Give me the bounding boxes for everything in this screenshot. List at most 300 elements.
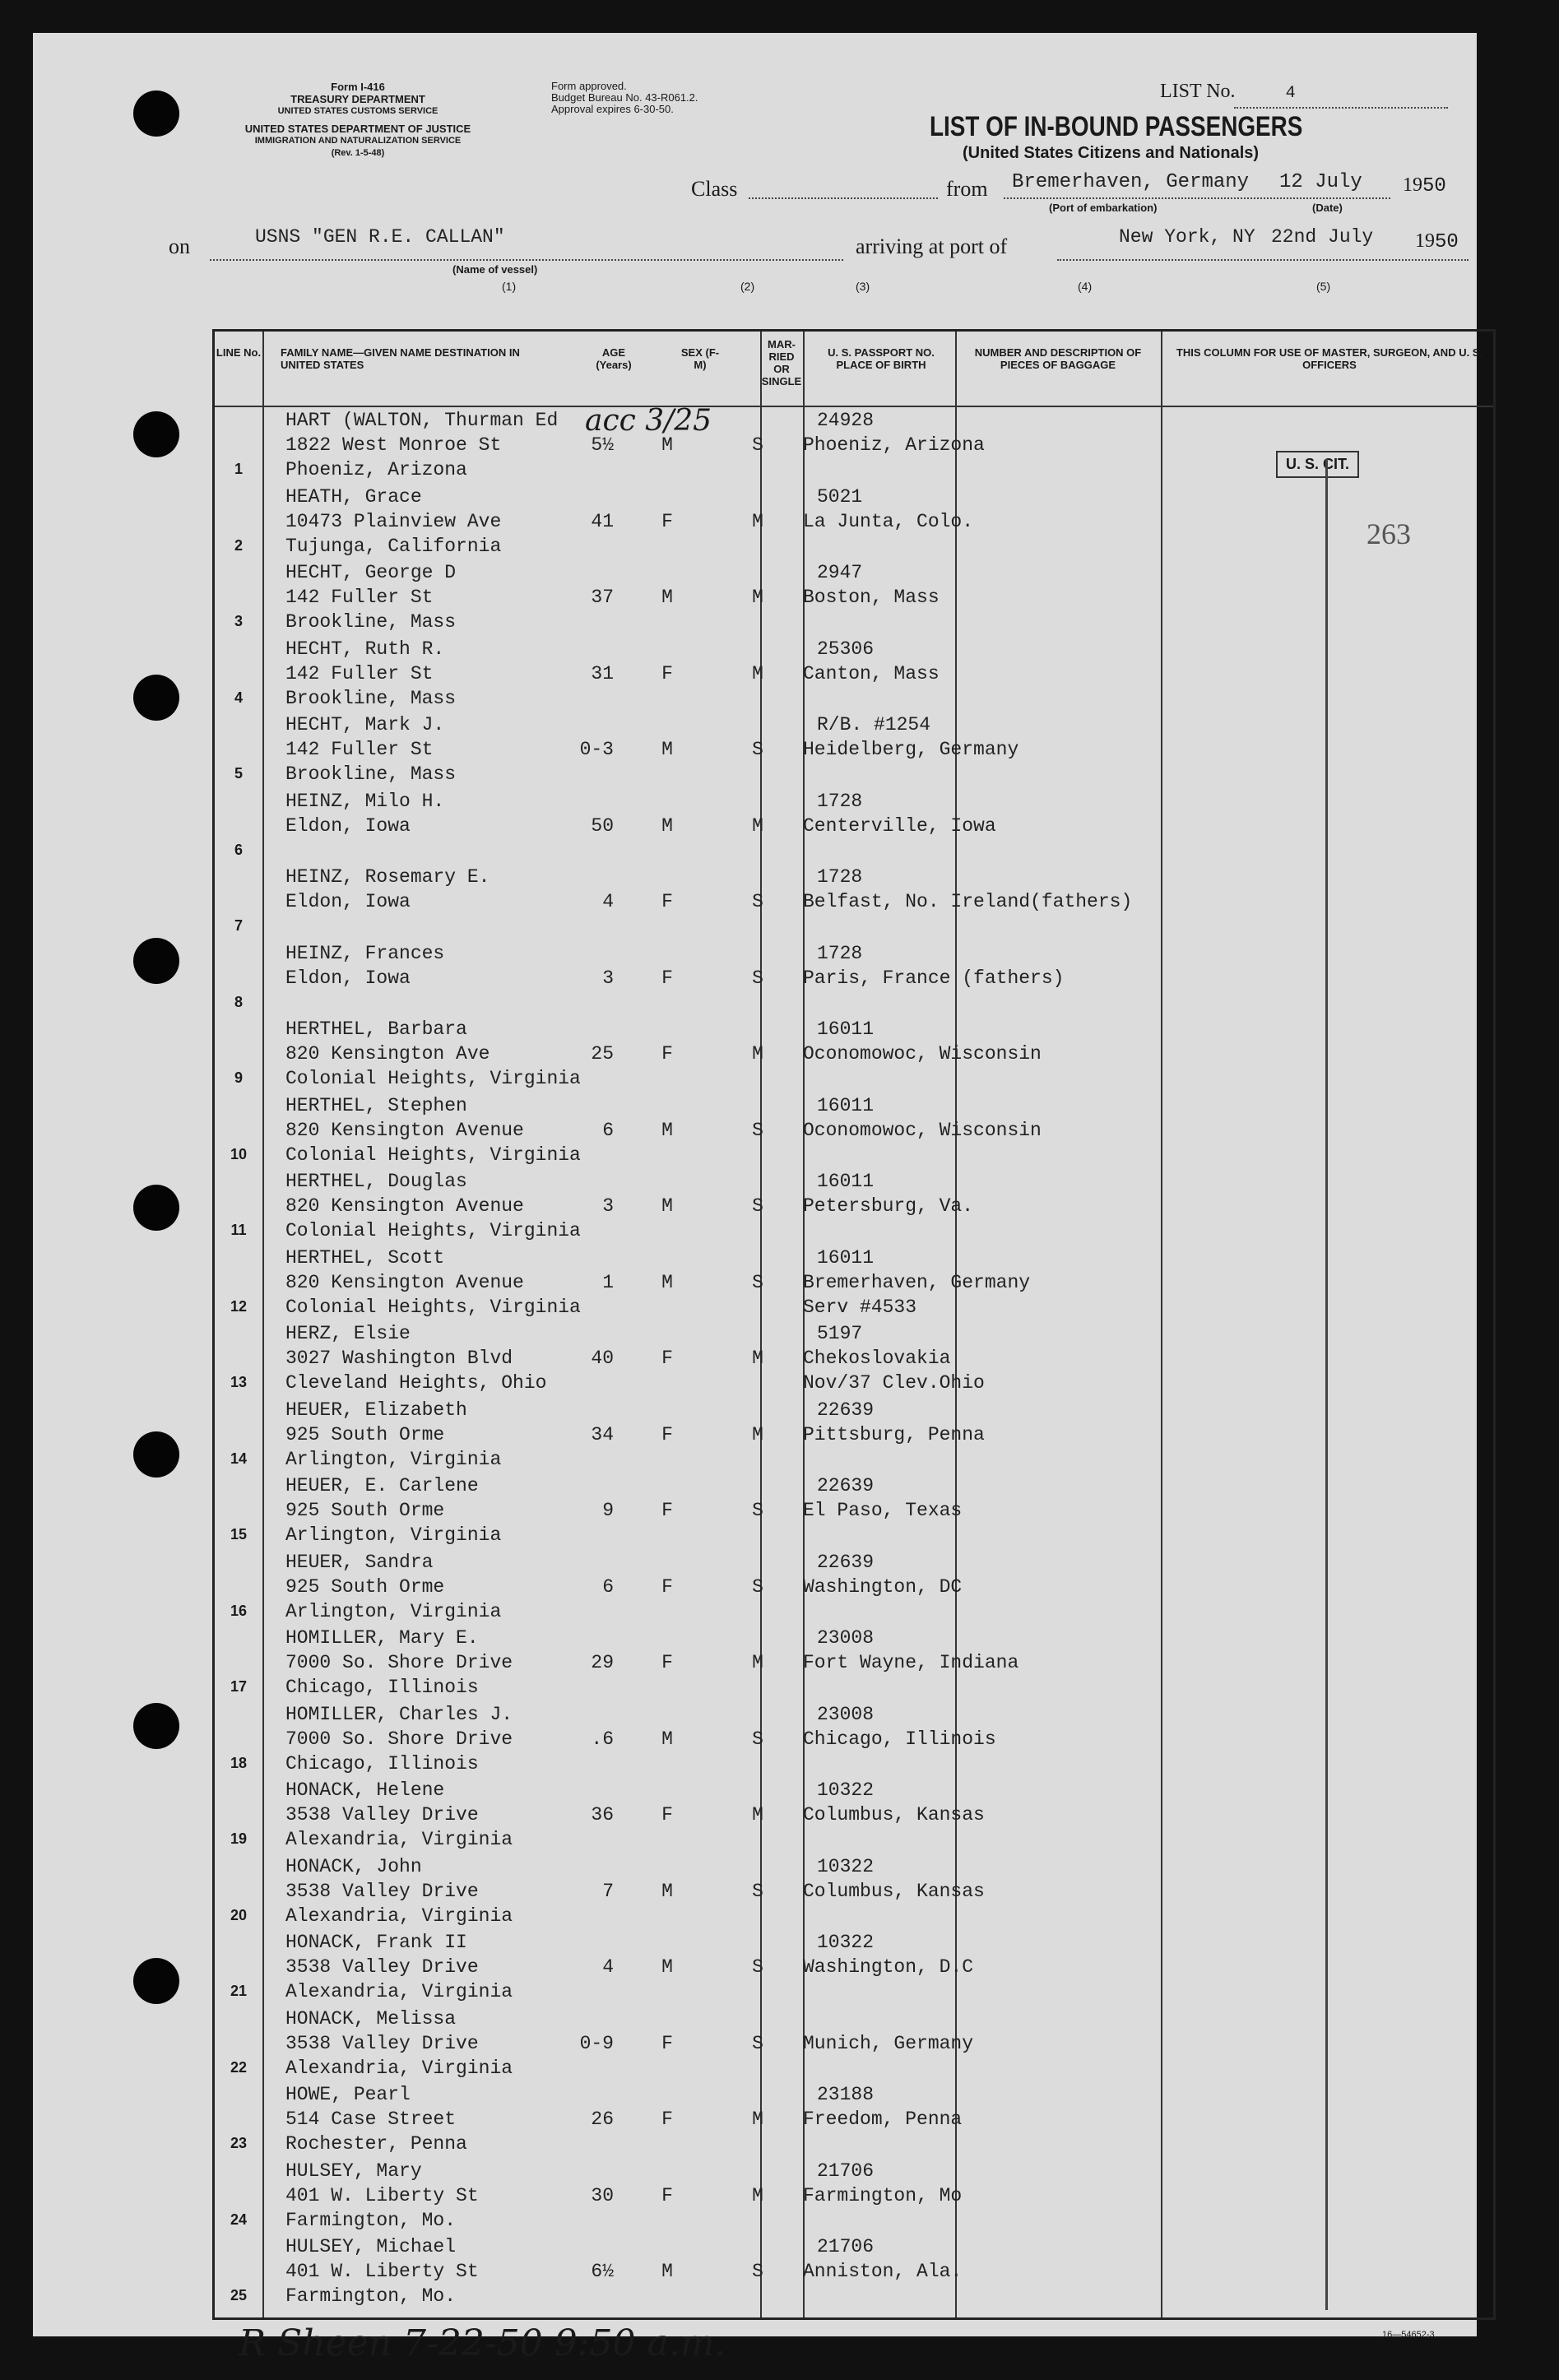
table-row — [215, 866, 1493, 942]
list-number-label — [1160, 81, 1296, 103]
age-value: 36 — [591, 1804, 614, 1826]
header-line-no: LINE No. — [216, 346, 262, 359]
marital-status: M — [752, 1348, 763, 1369]
table-row — [215, 1475, 1493, 1551]
place-of-birth-note: Nov/37 Clev.Ohio — [803, 1372, 985, 1394]
marital-status: M — [752, 1652, 763, 1673]
address-line-2: Rochester, Penna — [285, 2133, 467, 2155]
age-value: 3 — [602, 967, 614, 989]
line-number: 21 — [230, 1983, 248, 1999]
passport-number: 24928 — [817, 410, 875, 431]
sex-value: F — [661, 1348, 673, 1369]
justice-dept: UNITED STATES DEPARTMENT OF JUSTICE — [244, 123, 471, 135]
customs-service: UNITED STATES CUSTOMS SERVICE — [277, 106, 438, 116]
passport-number: 23008 — [817, 1703, 875, 1725]
header-married: MAR-RIED OR SINGLE — [761, 338, 802, 387]
list-number: 4 — [1285, 84, 1296, 103]
address-line-1: 142 Fuller St — [285, 587, 434, 608]
place-of-birth: Petersburg, Va. — [803, 1195, 974, 1217]
header-rule — [215, 406, 1493, 407]
line-number: 6 — [234, 841, 243, 858]
address-line-1: 7000 So. Shore Drive — [285, 1652, 513, 1673]
age-value: 1 — [602, 1271, 614, 1293]
age-value: 25 — [591, 1043, 614, 1065]
arriving-label: arriving at port of — [856, 234, 1008, 258]
address-line-2: Colonial Heights, Virginia — [285, 1296, 581, 1318]
passenger-name: HECHT, Mark J. — [285, 714, 445, 735]
from-line — [1004, 197, 1390, 199]
address-line-2: Alexandria, Virginia — [285, 1829, 513, 1850]
embarkation-date: 12 July — [1279, 171, 1362, 193]
form-number: Form I-416 — [331, 81, 385, 93]
marital-status: M — [752, 662, 763, 684]
place-of-birth: Boston, Mass — [803, 587, 940, 608]
line-number: 16 — [230, 1602, 248, 1619]
line-number: 14 — [230, 1450, 248, 1467]
marital-status: S — [752, 1195, 763, 1217]
address-line-1: 3027 Washington Blvd — [285, 1348, 513, 1369]
address-line-2: Brookline, Mass — [285, 611, 457, 633]
passenger-name: HERTHEL, Douglas — [285, 1171, 467, 1192]
place-of-birth: La Junta, Colo. — [803, 510, 974, 532]
punch-hole — [133, 675, 179, 721]
sex-value: M — [661, 1880, 673, 1902]
class-line — [749, 197, 938, 199]
address-line-2: Cleveland Heights, Ohio — [285, 1372, 547, 1394]
place-of-birth: Canton, Mass — [803, 662, 940, 684]
budget-text: Budget Bureau No. 43-R061.2. — [551, 91, 698, 104]
marital-status: S — [752, 1728, 763, 1750]
sex-value: M — [661, 739, 673, 760]
sex-value: F — [661, 2109, 673, 2130]
punch-hole — [133, 938, 179, 984]
address-line-2: Brookline, Mass — [285, 687, 457, 709]
date-caption: (Date) — [1312, 202, 1343, 214]
passport-number: 1728 — [817, 790, 863, 812]
address-line-2: Colonial Heights, Virginia — [285, 1220, 581, 1241]
age-value: 0-9 — [579, 2032, 614, 2054]
stamped-number: 263 — [1366, 517, 1411, 550]
place-of-birth: Columbus, Kansas — [803, 1804, 985, 1826]
marital-status: S — [752, 1956, 763, 1978]
age-value: 5½ — [591, 434, 614, 456]
passport-number: 5197 — [817, 1323, 863, 1344]
line-number: 1 — [234, 461, 243, 477]
passenger-name: HERZ, Elsie — [285, 1323, 411, 1344]
marital-status: M — [752, 587, 763, 608]
table-row — [215, 1399, 1493, 1475]
punch-hole — [133, 1431, 179, 1478]
place-of-birth: Farmington, Mo — [803, 2184, 963, 2206]
marital-status: S — [752, 2032, 763, 2054]
document-title: LIST OF IN-BOUND PASSENGERS — [930, 111, 1303, 142]
passport-number: 10322 — [817, 1855, 875, 1877]
passenger-name: HEUER, E. Carlene — [285, 1475, 479, 1496]
arrival-port: New York, NY — [1119, 226, 1255, 248]
address-line-2: Tujunga, California — [285, 535, 502, 557]
place-of-birth: Heidelberg, Germany — [803, 739, 1019, 760]
passenger-name: HERTHEL, Scott — [285, 1246, 445, 1269]
header-baggage: NUMBER AND DESCRIPTION OF PIECES OF BAGGAGE — [974, 346, 1142, 371]
line-number: 10 — [230, 1145, 248, 1162]
port-caption: (Port of embarkation) — [1049, 202, 1158, 214]
passenger-name: HOMILLER, Mary E. — [285, 1627, 479, 1649]
address-line-1: 820 Kensington Avenue — [285, 1271, 524, 1293]
embarkation-year — [1403, 174, 1446, 197]
address-line-2: Alexandria, Virginia — [285, 1904, 513, 1927]
address-line-2: Alexandria, Virginia — [285, 1981, 513, 2002]
sex-value: M — [661, 1119, 673, 1141]
passenger-name: HONACK, Melissa — [285, 2007, 457, 2030]
form-revision: (Rev. 1-5-48) — [331, 148, 385, 158]
table-row — [215, 1018, 1493, 1094]
arrival-year — [1415, 230, 1459, 253]
age-value: 7 — [602, 1880, 614, 1902]
sex-value: F — [661, 662, 673, 684]
list-label: LIST No. — [1160, 81, 1236, 102]
marital-status: S — [752, 1575, 763, 1598]
passport-number: 23008 — [817, 1627, 875, 1649]
punch-hole — [133, 1958, 179, 2004]
address-line-2: Chicago, Illinois — [285, 1677, 479, 1698]
address-line-1: 142 Fuller St — [285, 739, 434, 760]
marital-status: S — [752, 2261, 763, 2282]
place-of-birth: Oconomowoc, Wisconsin — [803, 1119, 1042, 1141]
address-line-2: Chicago, Illinois — [285, 1752, 479, 1775]
passenger-name: HEUER, Elizabeth — [285, 1399, 467, 1421]
sex-value: F — [661, 2032, 673, 2054]
sex-value: F — [661, 1804, 673, 1826]
passenger-name: HEINZ, Rosemary E. — [285, 866, 490, 888]
address-line-2: Farmington, Mo. — [285, 2209, 457, 2231]
passport-number: 1728 — [817, 866, 863, 888]
ins-service: IMMIGRATION AND NATURALIZATION SERVICE — [254, 136, 462, 146]
table-row — [215, 1171, 1493, 1246]
place-of-birth: Pittsburg, Penna — [803, 1423, 985, 1445]
passport-number: 22639 — [817, 1551, 875, 1573]
passenger-name: HECHT, George D — [285, 562, 457, 583]
passport-number: 22639 — [817, 1399, 875, 1421]
sex-value: F — [661, 1423, 673, 1445]
budget-approval — [551, 81, 698, 115]
passport-number: R/B. #1254 — [817, 714, 931, 735]
line-number: 20 — [230, 1906, 248, 1923]
sex-value: F — [661, 1575, 673, 1598]
age-value: 6 — [602, 1575, 614, 1598]
passport-number: 22639 — [817, 1475, 875, 1496]
address-line-2: Arlington, Virginia — [285, 1600, 502, 1622]
marital-status: M — [752, 1423, 763, 1445]
address-line-1: Eldon, Iowa — [285, 814, 411, 837]
line-number: 25 — [230, 2287, 248, 2303]
marital-status: S — [752, 891, 763, 912]
passenger-name: HONACK, Frank II — [285, 1932, 467, 1953]
header-passport: U. S. PASSPORT NO. PLACE OF BIRTH — [828, 346, 935, 371]
address-line-2: Alexandria, Virginia — [285, 2057, 513, 2079]
age-value: 37 — [591, 587, 614, 608]
passport-number: 16011 — [817, 1171, 875, 1192]
marital-status: M — [752, 1043, 763, 1065]
address-line-1: Eldon, Iowa — [285, 967, 411, 989]
table-row — [215, 638, 1493, 714]
place-of-birth: El Paso, Texas — [803, 1500, 963, 1521]
table-row — [215, 943, 1493, 1018]
table-row — [215, 2160, 1493, 2236]
line-number: 12 — [230, 1297, 248, 1315]
header-sex: SEX (F-M) — [680, 346, 720, 371]
expires-text: Approval expires 6-30-50. — [551, 103, 674, 115]
arrival-year-value: 50 — [1435, 231, 1459, 253]
passenger-name: HEINZ, Frances — [285, 942, 445, 964]
passenger-name: HULSEY, Mary — [285, 2160, 422, 2182]
marital-status: S — [752, 434, 763, 456]
age-value: 34 — [591, 1423, 614, 1445]
place-of-birth: Bremerhaven, Germany — [803, 1271, 1031, 1293]
age-value: 0-3 — [579, 739, 614, 760]
form-identifier — [234, 81, 481, 160]
arrival-year-prefix: 19 — [1415, 230, 1435, 252]
address-line-1: 142 Fuller St — [285, 662, 434, 684]
table-row — [215, 1095, 1493, 1171]
sex-value: F — [661, 967, 673, 989]
class-label: Class — [691, 177, 738, 201]
address-line-2: Arlington, Virginia — [285, 1524, 502, 1546]
place-of-birth: Washington, D.C — [803, 1956, 974, 1978]
table-row — [215, 1323, 1493, 1399]
address-line-2: Colonial Heights, Virginia — [285, 1068, 581, 1089]
line-number: 18 — [230, 1754, 248, 1771]
header-age: AGE (Years) — [596, 346, 632, 371]
officer-check-line — [1325, 459, 1328, 2310]
sex-value: M — [661, 1195, 673, 1217]
address-line-2: Colonial Heights, Virginia — [285, 1144, 581, 1166]
footer-code: 16—54652-3 — [1382, 2330, 1435, 2340]
list-underline — [1234, 107, 1448, 109]
age-value: 50 — [591, 814, 614, 837]
colnum-4: (4) — [1078, 280, 1093, 293]
table-row — [215, 2008, 1493, 2084]
sex-value: M — [661, 587, 673, 608]
colnum-2: (2) — [740, 280, 755, 293]
age-value: 4 — [602, 891, 614, 912]
table-row — [215, 1704, 1493, 1779]
table-row — [215, 1627, 1493, 1703]
address-line-2: Arlington, Virginia — [285, 1448, 502, 1470]
header-officers: THIS COLUMN FOR USE OF MASTER, SURGEON, AND U. S. OFFICERS — [1176, 346, 1483, 371]
marital-status: M — [752, 2184, 763, 2206]
table-row — [215, 2236, 1493, 2312]
punch-hole — [133, 411, 179, 457]
passport-number: 16011 — [817, 1018, 875, 1040]
table-row — [215, 714, 1493, 790]
from-label: from — [946, 177, 988, 201]
line-number: 2 — [234, 536, 243, 554]
passport-number: 2947 — [817, 562, 863, 583]
inspector-signature: R Sheen 7-22-50 9:50 a.m. — [239, 2322, 726, 2364]
arrival-date: 22nd July — [1271, 226, 1374, 248]
table-row — [215, 1856, 1493, 1932]
year-from: 50 — [1422, 175, 1446, 197]
address-line-1: 925 South Orme — [285, 1423, 445, 1445]
place-of-birth: Chicago, Illinois — [803, 1728, 996, 1750]
on-label: on — [169, 234, 190, 258]
passport-number: 23188 — [817, 2084, 875, 2105]
place-of-birth: Centerville, Iowa — [803, 814, 996, 837]
line-number: 15 — [230, 1526, 248, 1543]
colnum-1: (1) — [502, 280, 517, 293]
line-number: 11 — [230, 1222, 247, 1238]
sex-value: F — [661, 1652, 673, 1673]
place-of-birth-note: Serv #4533 — [803, 1296, 917, 1318]
line-number: 23 — [230, 2135, 248, 2151]
vessel-line — [210, 259, 843, 261]
passport-number: 5021 — [817, 485, 863, 508]
address-line-1: 401 W. Liberty St — [285, 2184, 479, 2206]
address-line-1: 3538 Valley Drive — [285, 2032, 479, 2054]
passport-number: 10322 — [817, 1932, 875, 1953]
place-of-birth: Anniston, Ala. — [803, 2261, 963, 2282]
passport-number: 1728 — [817, 942, 863, 964]
address-line-1: 3538 Valley Drive — [285, 1880, 479, 1902]
line-number: 5 — [234, 765, 243, 782]
passport-number: 16011 — [817, 1094, 875, 1116]
sex-value: F — [661, 891, 673, 912]
citizen-stamp: U. S. CIT. — [1276, 451, 1359, 478]
address-line-1: 820 Kensington Avenue — [285, 1195, 524, 1217]
sex-value: M — [661, 814, 673, 837]
address-line-1: 820 Kensington Avenue — [285, 1119, 524, 1141]
line-number: 22 — [230, 2058, 248, 2076]
address-line-1: 7000 So. Shore Drive — [285, 1728, 513, 1750]
sex-value: M — [661, 1956, 673, 1978]
passenger-name: HONACK, John — [285, 1855, 422, 1877]
address-line-1: 925 South Orme — [285, 1500, 445, 1521]
line-number: 13 — [230, 1374, 248, 1390]
passenger-name: HOWE, Pearl — [285, 2084, 411, 2105]
address-line-2: Phoeniz, Arizona — [285, 459, 467, 480]
place-of-birth: Munich, Germany — [803, 2032, 974, 2054]
marital-status: S — [752, 1119, 763, 1141]
passport-number: 21706 — [817, 2236, 875, 2257]
manifest-sheet — [33, 33, 1483, 2364]
punch-hole — [133, 1185, 179, 1231]
marital-status: M — [752, 2109, 763, 2130]
table-row — [215, 562, 1493, 638]
age-value: 3 — [602, 1195, 614, 1217]
document-subtitle: (United States Citizens and Nationals) — [963, 144, 1260, 162]
place-of-birth: Washington, DC — [803, 1575, 963, 1598]
address-line-2: Farmington, Mo. — [285, 2285, 457, 2307]
passport-number: 10322 — [817, 1779, 875, 1801]
address-line-1: 3538 Valley Drive — [285, 1956, 479, 1978]
table-row — [215, 1552, 1493, 1627]
sex-value: M — [661, 2261, 673, 2282]
sex-value: F — [661, 510, 673, 532]
marital-status: M — [752, 814, 763, 837]
approved-text: Form approved. — [551, 80, 627, 92]
passenger-table — [212, 329, 1496, 2320]
colnum-5: (5) — [1316, 280, 1331, 293]
place-of-birth: Fort Wayne, Indiana — [803, 1652, 1019, 1673]
passenger-name: HART (WALTON, Thurman Ed — [285, 410, 559, 431]
marital-status: S — [752, 739, 763, 760]
sex-value: M — [661, 1271, 673, 1293]
vessel-name: USNS "GEN R.E. CALLAN" — [255, 226, 505, 248]
age-value: 30 — [591, 2184, 614, 2206]
passenger-name: HONACK, Helene — [285, 1779, 445, 1801]
place-of-birth: Paris, France (fathers) — [803, 967, 1065, 989]
line-number: 8 — [234, 993, 243, 1010]
age-value: 31 — [591, 662, 614, 684]
passport-number: 16011 — [817, 1246, 875, 1269]
passport-number: 21706 — [817, 2160, 875, 2182]
passenger-name: HERTHEL, Barbara — [285, 1018, 467, 1040]
line-number: 7 — [234, 917, 243, 934]
place-of-birth: Oconomowoc, Wisconsin — [803, 1043, 1042, 1065]
passenger-name: HERTHEL, Stephen — [285, 1094, 467, 1116]
marital-status: M — [752, 1804, 763, 1826]
line-number: 24 — [230, 2211, 248, 2228]
place-of-birth: Belfast, No. Ireland(fathers) — [803, 891, 1133, 912]
vessel-caption: (Name of vessel) — [452, 263, 538, 276]
punch-hole — [133, 90, 179, 137]
address-line-1: 1822 West Monroe St — [285, 434, 502, 456]
place-of-birth: Freedom, Penna — [803, 2109, 963, 2130]
handwritten-note: acc 3/25 — [585, 404, 712, 438]
age-value: 4 — [602, 1956, 614, 1978]
passenger-name: HEINZ, Milo H. — [285, 790, 445, 812]
passenger-name: HEUER, Sandra — [285, 1551, 434, 1573]
marital-status: S — [752, 1271, 763, 1293]
address-line-1: 10473 Plainview Ave — [285, 510, 502, 532]
place-of-birth: Columbus, Kansas — [803, 1880, 985, 1902]
age-value: 40 — [591, 1348, 614, 1369]
age-value: 41 — [591, 510, 614, 532]
address-line-1: Eldon, Iowa — [285, 891, 411, 912]
table-row — [215, 1932, 1493, 2007]
line-number: 3 — [234, 613, 243, 629]
address-line-1: 3538 Valley Drive — [285, 1804, 479, 1826]
place-of-birth: Chekoslovakia — [803, 1348, 951, 1369]
place-of-birth: Phoeniz, Arizona — [803, 434, 985, 456]
passport-number: 25306 — [817, 638, 875, 660]
age-value: .6 — [591, 1728, 614, 1750]
age-value: 6½ — [591, 2261, 614, 2282]
table-row — [215, 1779, 1493, 1855]
marital-status: M — [752, 510, 763, 532]
year-prefix: 19 — [1403, 174, 1422, 196]
treasury-dept: TREASURY DEPARTMENT — [290, 93, 425, 105]
marital-status: S — [752, 1880, 763, 1902]
sex-value: M — [661, 1728, 673, 1750]
sex-value: M — [661, 434, 673, 456]
age-value: 6 — [602, 1119, 614, 1141]
address-line-1: 820 Kensington Ave — [285, 1043, 490, 1065]
table-row — [215, 2084, 1493, 2160]
marital-status: S — [752, 967, 763, 989]
header-name: FAMILY NAME—GIVEN NAME DESTINATION IN UNITED STATES — [281, 346, 520, 371]
passenger-name: HULSEY, Michael — [285, 2236, 457, 2257]
passenger-name: HOMILLER, Charles J. — [285, 1703, 513, 1725]
age-value: 9 — [602, 1500, 614, 1521]
sex-value: F — [661, 1043, 673, 1065]
punch-hole — [133, 1703, 179, 1749]
table-row — [215, 791, 1493, 866]
marital-status: S — [752, 1500, 763, 1521]
line-number: 9 — [234, 1069, 243, 1086]
arrival-line — [1057, 259, 1469, 261]
address-line-1: 925 South Orme — [285, 1575, 445, 1598]
